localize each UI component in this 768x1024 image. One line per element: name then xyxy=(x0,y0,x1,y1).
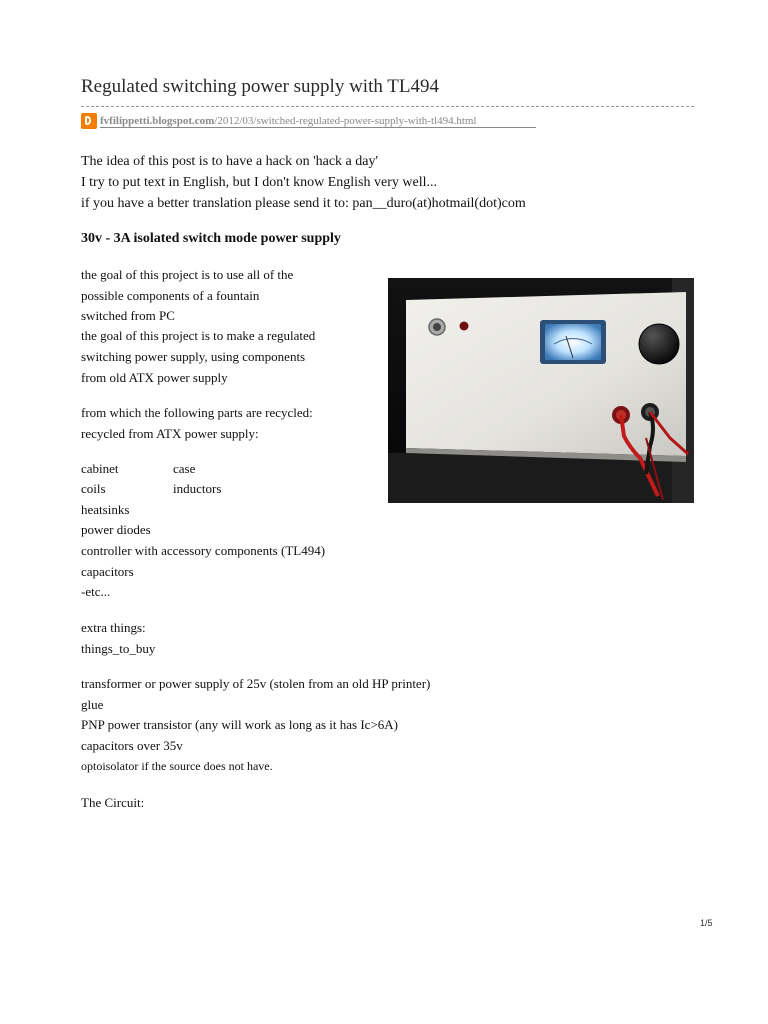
goal-line-4: the goal of this project is to make a regulated xyxy=(81,328,316,343)
part-item: -etc... xyxy=(81,584,111,599)
part-item: capacitors xyxy=(81,564,134,579)
goal-line-3: switched from PC xyxy=(81,308,175,323)
title-divider xyxy=(81,106,694,107)
buy-item: capacitors over 35v xyxy=(81,738,183,753)
part-name: cabinet xyxy=(81,461,119,476)
recycled-line-1: from which the following parts are recycled: xyxy=(81,405,313,420)
goal-line-5: switching power supply, using components xyxy=(81,349,306,364)
goal-line-2: possible components of a fountain xyxy=(81,288,260,303)
source-path: /2012/03/switched-regulated-power-supply-with-tl494.html xyxy=(214,114,477,127)
buy-item: PNP power transistor (any will work as long as it has Ic>6A) xyxy=(81,717,398,732)
blogger-icon xyxy=(81,113,97,129)
part-name: coils xyxy=(81,481,106,496)
power-supply-photo xyxy=(388,278,694,503)
buy-item: optoisolator if the source does not have. xyxy=(81,759,273,773)
goal-line-6: from old ATX power supply xyxy=(81,370,228,385)
power-supply-image xyxy=(388,278,694,503)
buy-item: transformer or power supply of 25v (stolen from an old HP printer) xyxy=(81,676,431,691)
page-number: 1/5 xyxy=(700,918,713,928)
part-item: heatsinks xyxy=(81,502,130,517)
goal-line-1: the goal of this project is to use all of the xyxy=(81,267,294,282)
part-item: power diodes xyxy=(81,522,151,537)
page-title: Regulated switching power supply with TL494 xyxy=(81,76,439,97)
section-heading: 30v - 3A isolated switch mode power supply xyxy=(81,231,341,246)
source-underline xyxy=(476,115,536,128)
part-alt: case xyxy=(173,461,196,476)
things-to-buy-label: things_to_buy xyxy=(81,641,156,656)
buy-item: glue xyxy=(81,697,104,712)
part-item xyxy=(81,478,222,499)
circuit-label: The Circuit: xyxy=(81,795,145,810)
intro-line-2: I try to put text in English, but I don't know English very well... xyxy=(81,175,437,190)
extra-label: extra things: xyxy=(81,620,146,635)
intro-line-1: The idea of this post is to have a hack on 'hack a day' xyxy=(81,154,379,169)
intro-line-3: if you have a better translation please send it to: pan__duro(at)hotmail(dot)com xyxy=(81,196,526,211)
recycled-line-2: recycled from ATX power supply: xyxy=(81,426,259,441)
source-line xyxy=(81,113,536,129)
part-item xyxy=(81,458,196,479)
source-link[interactable] xyxy=(100,115,476,128)
part-alt: inductors xyxy=(173,481,222,496)
source-domain: fvfilippetti.blogspot.com xyxy=(100,114,215,127)
part-item: controller with accessory components (TL494) xyxy=(81,543,326,558)
